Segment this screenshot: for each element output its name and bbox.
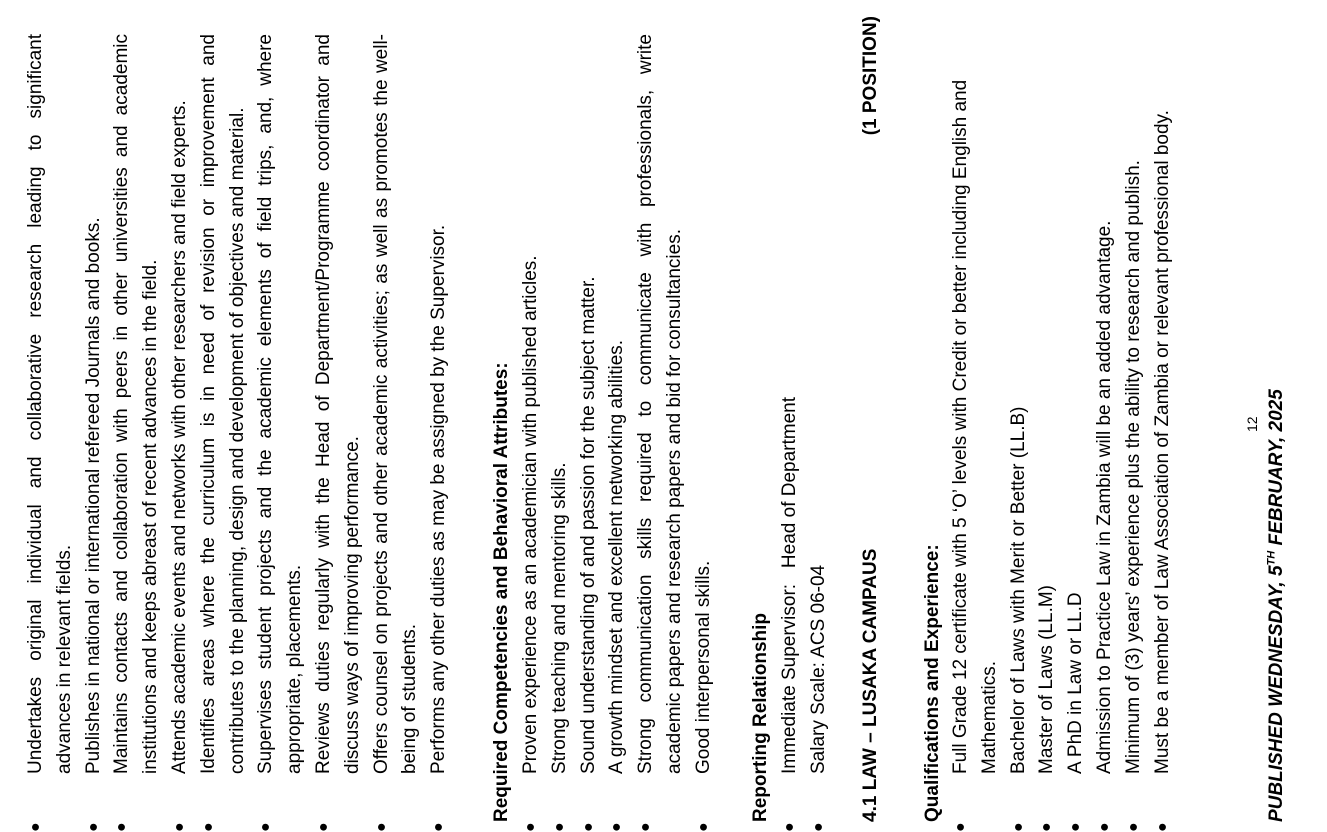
bullet-icon: ● xyxy=(170,822,188,832)
bullet-icon: ● xyxy=(522,822,539,832)
list-item: ● Performs any other duties as may be assigned by the Supervisor. xyxy=(425,34,454,774)
section-title: 4.1 LAW – LUSAKA CAMPAUS (1 POSITION) xyxy=(857,0,886,822)
list-item: ● Full Grade 12 certificate with 5 ‘O’ levels with Credit or better including English and Mathematics. xyxy=(947,4,1005,774)
bullet-icon: ● xyxy=(809,822,827,832)
bullet-icon: ● xyxy=(1153,822,1171,832)
list-item: ● Maintains contacts and collaboration with peers in other universities and academic institutions and keeps abreast of recent advances in the field. xyxy=(108,34,166,774)
list-item: ● A PhD in Law or LL.D xyxy=(1062,4,1091,774)
list-item: ● Admission to Practice Law in Zambia will be an added advantage. xyxy=(1091,4,1120,774)
bullet-icon: ● xyxy=(1124,822,1142,832)
bullet-icon: ● xyxy=(952,822,969,832)
list-item: ● Publishes in national or international refereed Journals and books. xyxy=(80,34,109,774)
bullet-icon: ● xyxy=(1067,822,1085,832)
published-date: PUBLISHED WEDNESDAY, 5TH FEBRUARY, 2025 xyxy=(1265,389,1287,822)
list-item: ● Attends academic events and networks with other researchers and field experts. xyxy=(166,34,195,774)
reporting-heading: Reporting Relationship xyxy=(750,613,771,822)
bullet-icon: ● xyxy=(637,822,655,832)
list-item: ● Bachelor of Laws with Merit or Better (LL.B) xyxy=(1005,4,1034,774)
bullet-icon: ● xyxy=(550,822,568,832)
bullet-icon: ● xyxy=(1009,822,1027,832)
bullet-icon: ● xyxy=(1095,822,1113,832)
list-item: ● Offers counsel on projects and other academic activities; as well as promotes the well-being of students. xyxy=(368,34,426,774)
bullet-icon: ● xyxy=(113,822,131,832)
list-item: ● Proven experience as an academician with published articles. xyxy=(517,34,546,774)
list-item: ● Salary Scale: ACS 06-04 xyxy=(805,34,834,774)
list-item: ● Minimum of (3) years’ experience plus the ability to research and publish. xyxy=(1120,4,1149,774)
bullet-icon: ● xyxy=(608,822,626,832)
list-item: ● A growth mindset and excellent networking abilities. xyxy=(603,34,632,774)
qualifications-list xyxy=(947,4,1177,832)
reporting-list xyxy=(776,34,834,832)
bullet-icon: ● xyxy=(257,822,275,832)
list-item: ● Sound understanding of and passion for the subject matter. xyxy=(575,34,604,774)
bullet-icon: ● xyxy=(27,822,44,832)
qualifications-heading: Qualifications and Experience: xyxy=(922,544,943,822)
bullet-icon: ● xyxy=(314,822,332,832)
bullet-icon: ● xyxy=(694,822,712,832)
page-number: 12 xyxy=(1244,416,1260,432)
list-item: ● Undertakes original individual and collaborative research leading to significant advances in relevant fields. xyxy=(22,34,80,774)
list-item: ● Reviews duties regularly with the Head of Department/Programme coordinator and discuss ways of improving performance. xyxy=(310,34,368,774)
competencies-list xyxy=(517,34,719,832)
duties-list xyxy=(22,34,454,832)
bullet-icon: ● xyxy=(1038,822,1056,832)
list-item: ● Identifies areas where the curriculum is in need of revision or improvement and contributes to the planning, design and development of objectives and material. xyxy=(195,34,253,774)
position-count: (1 POSITION) xyxy=(860,16,881,136)
list-item: ● Supervises student projects and the academic elements of field trips, and, where appropriate, placements. xyxy=(252,34,310,774)
list-item: ● Master of Laws (LL.M) xyxy=(1033,4,1062,774)
list-item: ● Strong teaching and mentoring skills. xyxy=(546,34,575,774)
bullet-icon: ● xyxy=(84,822,102,832)
list-item: ● Immediate Supervisor: Head of Department xyxy=(776,34,805,774)
list-item: ● Good interpersonal skills. xyxy=(690,34,719,774)
competencies-heading: Required Competencies and Behavioral Attributes: xyxy=(491,362,512,822)
bullet-icon: ● xyxy=(781,822,798,832)
bullet-icon: ● xyxy=(579,822,597,832)
bullet-icon: ● xyxy=(372,822,390,832)
bullet-icon: ● xyxy=(430,822,448,832)
list-item: ● Strong communication skills required to communicate with professionals, write academic papers and research papers and bid for consultancies. xyxy=(632,34,690,774)
bullet-icon: ● xyxy=(199,822,217,832)
list-item: ● Must be a member of Law Association of Zambia or relevant professional body. xyxy=(1149,4,1178,774)
